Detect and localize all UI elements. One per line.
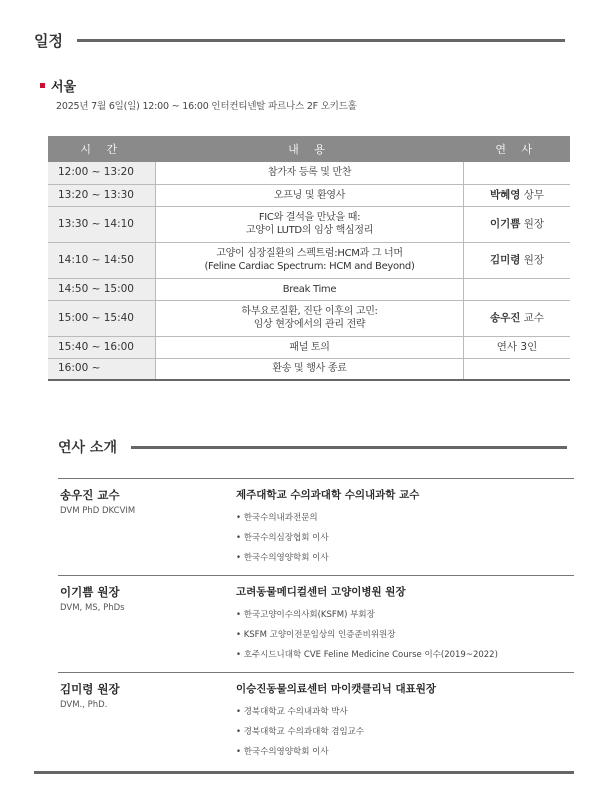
speaker-name: 송우진 [489,311,521,324]
speaker-bio-item: • 경북대학교 수의과대학 겸임교수 [236,727,365,737]
content-line: 임상 현장에서의 관리 전략 [253,319,366,330]
schedule-table [48,136,570,381]
speaker-card [58,478,574,575]
event-info: 2025년 7월 6일(일) 12:00 ~ 16:00 인터컨티넨탈 파르나스 2F 오키드홀 [56,101,357,112]
time-cell: 13:30 ~ 14:10 [48,206,156,242]
speaker-name: 이기쁨 원장 [60,585,120,599]
speaker-bio-item: • 한국수의내과전문의 [236,513,318,523]
schedule-heading-rule [77,39,565,42]
speaker-bio-item: • 호주시드니대학 CVE Feline Medicine Course 이수(2019~2022) [236,650,498,660]
table-row [48,206,570,242]
speaker-bio-item: • KSFM 고양이전문임상의 인증준비위원장 [236,630,396,640]
speaker-name: 김미령 [489,253,521,266]
speaker-role: 원장 [523,253,545,266]
speaker-profile [236,681,436,762]
table-row [48,336,570,358]
speakers-header [58,437,567,457]
speaker-identity [60,487,135,516]
speaker-identity [60,584,125,613]
content-line: 고양이 심장질환의 스펙트럼:HCM과 그 너머 [216,248,403,259]
content-cell [156,242,464,278]
speaker-position: 제주대학교 수의과대학 수의내과학 교수 [236,489,420,501]
speaker-cell [464,336,571,358]
speaker-card [58,672,574,769]
speaker-role: 원장 [523,217,545,230]
table-row [48,300,570,336]
speaker-profile [236,584,498,665]
speaker-credentials: DVM., PhD. [60,700,108,710]
speaker-bio-item: • 한국수의영양학회 이사 [236,553,329,563]
table-row [48,242,570,278]
content-line: 환송 및 행사 종료 [272,363,347,375]
bottom-rule [34,771,574,774]
speaker-cell [464,278,571,300]
speaker-role: 연사 3인 [496,340,538,353]
table-header-row [48,136,570,162]
speakers-heading-rule [131,446,567,449]
speaker-position: 고려동물메디컬센터 고양이병원 원장 [236,586,406,598]
speaker-bio-item: • 한국고양이수의사회(KSFM) 부회장 [236,610,375,620]
speaker-position: 이승진동물의료센터 마이캣클리닉 대표원장 [236,683,437,695]
content-cell [156,184,464,206]
content-line: 참가자 등록 및 만찬 [267,167,352,179]
speaker-profile [236,487,419,568]
table-row [48,162,570,184]
time-cell: 13:20 ~ 13:30 [48,184,156,206]
speaker-bio-item: • 한국수의영양학회 이사 [236,747,329,757]
speaker-cell [464,184,571,206]
speaker-card [58,575,574,672]
table-row [48,358,570,380]
speaker-credentials: DVM PhD DKCVIM [60,506,136,516]
city-name: 서울 [51,80,77,95]
time-cell: 16:00 ~ [48,358,156,380]
speaker-credentials: DVM, MS, PhDs [60,603,125,613]
speaker-cell [464,162,571,184]
speaker-name: 김미령 원장 [60,682,120,696]
time-cell: 14:50 ~ 15:00 [48,278,156,300]
time-cell: 15:00 ~ 15:40 [48,300,156,336]
speaker-identity [60,681,120,710]
header-content: 내 용 [156,136,464,162]
schedule-header [34,30,565,51]
content-line: 오프닝 및 환영사 [273,189,346,201]
content-line: 하부요로질환, 진단 이후의 고민: [241,306,378,317]
speaker-name: 송우진 교수 [60,488,120,502]
speaker-bio-item: • 한국수의심장협회 이사 [236,533,329,543]
speaker-bio-item: • 경북대학교 수의내과학 박사 [236,707,348,717]
content-cell [156,278,464,300]
content-line: 패널 토의 [289,341,330,353]
speaker-cell [464,206,571,242]
schedule-heading: 일정 [34,32,63,50]
speaker-list [58,478,574,769]
header-time: 시 간 [48,136,156,162]
content-cell [156,300,464,336]
speaker-role: 교수 [523,311,545,324]
content-cell [156,162,464,184]
speaker-cell [464,300,571,336]
speaker-role: 상무 [523,188,545,201]
content-line: Break Time [282,283,337,295]
table-row [48,278,570,300]
red-square-bullet-icon [40,83,45,88]
speaker-name: 박혜영 [489,188,521,201]
time-cell: 14:10 ~ 14:50 [48,242,156,278]
speakers-heading: 연사 소개 [58,440,117,456]
speaker-name: 이기쁨 [489,217,521,230]
table-row [48,184,570,206]
content-cell [156,206,464,242]
content-cell [156,358,464,380]
time-cell: 12:00 ~ 13:20 [48,162,156,184]
content-line: FIC와 결석을 만났을 때: [258,212,361,223]
content-line: 고양이 LUTD의 임상 핵심정리 [245,225,374,236]
header-speaker: 연 사 [464,136,571,162]
speaker-cell [464,242,571,278]
time-cell: 15:40 ~ 16:00 [48,336,156,358]
content-cell [156,336,464,358]
speaker-cell [464,358,571,380]
city-label [40,76,76,95]
content-line: (Feline Cardiac Spectrum: HCM and Beyond) [204,261,415,272]
